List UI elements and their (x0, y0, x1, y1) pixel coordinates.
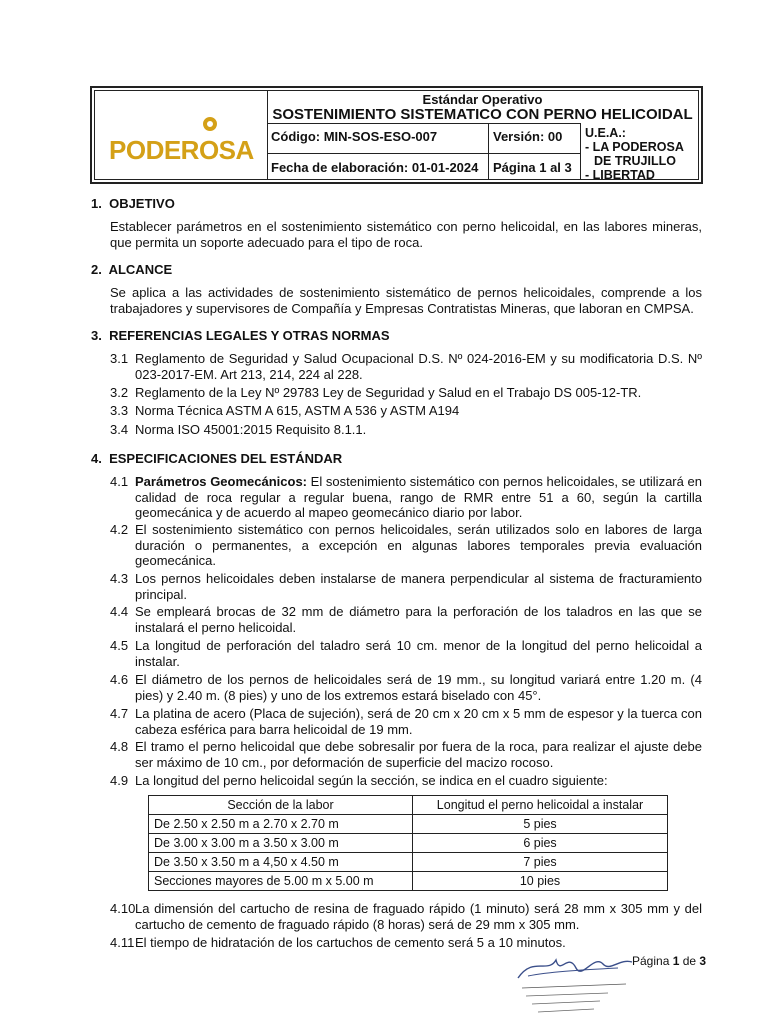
current-page: 1 (672, 954, 680, 968)
section-2-heading (91, 262, 172, 277)
item-number: 4.11 (110, 935, 135, 950)
list-item (110, 706, 702, 738)
uea-line-3: - LIBERTAD (585, 168, 655, 182)
list-item (110, 773, 702, 789)
page-number (632, 954, 706, 968)
table-cell: 6 pies (413, 834, 668, 853)
section-4-heading (91, 451, 342, 466)
item-number: 4.3 (110, 571, 129, 586)
document-header (90, 86, 703, 184)
item-number: 4.1 (110, 474, 129, 489)
document-page-count: Página 1 al 3 (489, 153, 581, 179)
table-header-row (149, 796, 668, 815)
table-cell: 5 pies (413, 815, 668, 834)
item-text: Reglamento de la Ley Nº 29783 Ley de Seguridad y Salud en el Trabajo DS 005-12-TR. (135, 385, 642, 400)
section-title: ESPECIFICACIONES DEL ESTÁNDAR (109, 451, 343, 466)
document-title: SOSTENIMIENTO SISTEMATICO CON PERNO HELICOIDAL (272, 106, 693, 123)
item-text: La platina de acero (Placa de sujeción), será de 20 cm x 20 cm x 5 mm de espesor y la tuerca con cabeza esférica para barra helicoidal de 19 mm. (135, 706, 702, 737)
item-number: 3.3 (110, 403, 129, 418)
company-logo: PODEROSA (109, 135, 254, 165)
list-item (110, 385, 702, 401)
list-item (110, 672, 702, 704)
bolt-length-table (148, 795, 668, 891)
item-number: 4.5 (110, 638, 129, 653)
list-item (110, 403, 702, 419)
table-cell: 10 pies (413, 872, 668, 891)
section-number: 4. (91, 451, 102, 466)
item-number: 4.8 (110, 739, 129, 754)
item-number: 3.2 (110, 385, 129, 400)
item-text: El sostenimiento sistemático con pernos helicoidales, serán utilizados solo en labores de larga duración o permanentes, a excepción en algunas labores temporales previa evaluación geomecánica. (135, 522, 702, 568)
list-item (110, 571, 702, 603)
item-keyword: Parámetros Geomecánicos: (135, 474, 308, 489)
document-type: Estándar Operativo (422, 92, 543, 107)
item-text (135, 474, 702, 521)
logo-cell (95, 91, 268, 179)
table-cell: Secciones mayores de 5.00 m x 5.00 m (149, 872, 413, 891)
section-number: 3. (91, 328, 102, 343)
table-cell: De 3.00 x 3.00 m a 3.50 x 3.00 m (149, 834, 413, 853)
item-number: 4.10 (110, 901, 136, 916)
list-item (110, 351, 702, 383)
item-number: 3.4 (110, 422, 129, 437)
section-3-heading (91, 328, 390, 343)
document-code: Código: MIN-SOS-ESO-007 (267, 123, 489, 153)
document-date: Fecha de elaboración: 01-01-2024 (267, 153, 489, 179)
uea-line-2: DE TRUJILLO (594, 154, 676, 168)
item-number: 3.1 (110, 351, 129, 366)
section-number: 2. (91, 262, 102, 277)
item-text: Los pernos helicoidales deben instalarse de manera perpendicular al sistema de fracturamiento principal. (135, 571, 702, 602)
list-item (110, 474, 702, 522)
page-prefix: Página (632, 954, 673, 968)
section-number: 1. (91, 196, 102, 211)
section-title: ALCANCE (108, 262, 173, 277)
list-item (110, 604, 702, 636)
item-text: Norma Técnica ASTM A 615, ASTM A 536 y ASTM A194 (135, 403, 460, 418)
section-1-heading (91, 196, 175, 211)
item-text: La longitud del perno helicoidal según la sección, se indica en el cuadro siguiente: (135, 773, 608, 788)
section-title: REFERENCIAS LEGALES Y OTRAS NORMAS (109, 328, 390, 343)
logo-dot-icon (203, 117, 217, 131)
item-number: 4.4 (110, 604, 129, 619)
item-number: 4.7 (110, 706, 129, 721)
table-row (149, 815, 668, 834)
section-2-text: Se aplica a las actividades de sostenimiento sistemático de pernos helicoidales, comprende a los trabajadores y supervisores de Compañía y Empresas Contratistas Mineras, que laboran en CMPSA. (110, 285, 702, 316)
item-text: El tiempo de hidratación de los cartuchos de cemento será 5 a 10 minutos. (135, 935, 566, 950)
section-1-text: Establecer parámetros en el sostenimiento sistemático con perno helicoidal, en las labores mineras, que permita un soporte adecuado para el tipo de roca. (110, 219, 702, 250)
list-item (110, 522, 702, 570)
uea-cell (580, 123, 698, 182)
column-header: Sección de la labor (149, 796, 413, 815)
item-text: Reglamento de Seguridad y Salud Ocupacional D.S. Nº 024-2016-EM y su modificatoria D.S. Nº 023-2017-EM. Art 213, 214, 224 al 228. (135, 351, 702, 382)
item-text: El tramo el perno helicoidal que debe sobresalir por fuera de la roca, para realizar el ajuste debe ser máximo de 10 cm., por deformación de superficie del macizo rocoso. (135, 739, 702, 770)
item-number: 4.2 (110, 522, 129, 537)
signature-stamp (508, 946, 638, 1016)
table-row (149, 834, 668, 853)
item-text: Se empleará brocas de 32 mm de diámetro para la perforación de los taladros en las que se instalará el perno helicoidal. (135, 604, 702, 635)
item-number: 4.9 (110, 773, 129, 788)
document-version: Versión: 00 (489, 123, 581, 153)
item-text: La dimensión del cartucho de resina de fraguado rápido (1 minuto) será 28 mm x 305 mm y del cartucho de cemento de fraguado rápido (8 horas) será de 29 mm x 305 mm. (135, 901, 702, 932)
uea-line-1: - LA PODEROSA (585, 140, 684, 154)
list-item (110, 901, 702, 933)
table-cell: 7 pies (413, 853, 668, 872)
item-text: Norma ISO 45001:2015 Requisito 8.1.1. (135, 422, 367, 437)
item-text: El diámetro de los pernos de helicoidales será de 19 mm., su longitud variará entre 1.20 m. (4 pies) y 2.40 m. (8 pies) y uno de los extremos estará biselado con 45°. (135, 672, 702, 703)
list-item (110, 739, 702, 771)
list-item (110, 422, 702, 438)
title-cell (267, 91, 698, 124)
total-pages: 3 (699, 954, 707, 968)
item-body: El sostenimiento sistemático con pernos helicoidales, se utilizará en calidad de roca regular a regular buena, rango de RMR entre 51 a 60, según la cartilla geomecánica y de acuerdo al mapeo geomecánico diario por labor. (135, 474, 702, 520)
table-cell: De 3.50 x 3.50 m a 4,50 x 4.50 m (149, 853, 413, 872)
list-item (110, 638, 702, 670)
page-mid: de (679, 954, 700, 968)
table-row (149, 853, 668, 872)
item-text: La longitud de perforación del taladro será 10 cm. menor de la longitud del perno helicoidal a instalar. (135, 638, 702, 669)
uea-label: U.E.A.: (585, 126, 626, 140)
column-header: Longitud el perno helicoidal a instalar (413, 796, 668, 815)
table-row (149, 872, 668, 891)
item-number: 4.6 (110, 672, 129, 687)
table-cell: De 2.50 x 2.50 m a 2.70 x 2.70 m (149, 815, 413, 834)
section-title: OBJETIVO (109, 196, 175, 211)
